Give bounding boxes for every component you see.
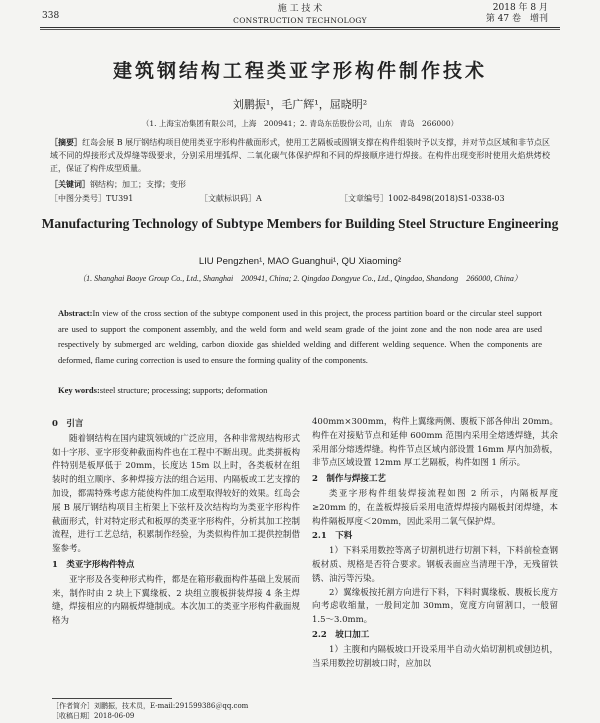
paragraph: 随着钢结构在国内建筑领域的广泛应用，各种非常规结构形式如十字形、亚字形变种截面构件也在工程中不断出现。此类拼板构件特别是板厚低于 20mm，长度达 15m 以上时，各类板材在组装时的组立顺序、多种焊接方法的组合运用、内隔板或工艺支撑的加设，都需特殊考虑方能使构件加工成型取得较好的效果。红岛会展 B 展厅钢结构项目主桁架上下弦杆及次结构均为类亚字形构件截面形式，针对特定形式和板厚的类亚字形构件，分析其加工控制流程，进行工艺总结，积累制作经验，为类似构件加工提供控制借鉴参考。 <box>52 433 300 555</box>
keywords-cn-label: ［关键词］ <box>50 179 90 189</box>
document-code: ［文献标识码］A <box>200 194 262 203</box>
affiliation-cn: （1. 上海宝冶集团有限公司，上海 200941；2. 青岛东岳股份公司，山东 青岛 266000） <box>141 119 459 128</box>
title-en: Manufacturing Technology of Subtype Members for Building Steel Structure Engineering <box>41 216 559 231</box>
journal-name-en: CONSTRUCTION TECHNOLOGY <box>233 16 367 25</box>
abstract-en-text: In view of the cross section of the subtype component used in this project, the process partition board or the circular steel support are used to support the component assembly, and the weld form and weld seam grade of the joint zone and the non node area are used respectively by submerged arc welding, carbon dioxide gas shielded welding and different welding sequence. When the components are deformed, flame curing correction is used to ensure the forming quality of the components. <box>58 308 542 365</box>
keywords-en-text: steel structure; processing; supports; deformation <box>99 385 268 395</box>
issue-volume: 第 47 卷 增刊 <box>485 14 548 24</box>
subsection-heading: 2.2 坡口加工 <box>312 629 370 640</box>
journal-header <box>200 4 400 26</box>
keywords-en-label: Key words: <box>58 385 100 395</box>
keywords-en <box>58 385 542 395</box>
keywords-cn-text: 钢结构；加工；支撑；变形 <box>90 180 186 189</box>
article-number: ［文章编号］1002-8498(2018)S1-0338-03 <box>340 194 505 203</box>
subsection-heading: 2.1 下料 <box>312 531 353 542</box>
section-heading: 1 类亚字形构件特点 <box>52 559 135 570</box>
issue-info <box>486 3 548 25</box>
authors-cn: 刘鹏振¹，毛广辉¹，屈晓明² <box>232 98 368 111</box>
section-heading: 2 制作与焊接工艺 <box>312 474 386 485</box>
affiliation-en: （1. Shanghai Baoye Group Co., Ltd., Shanghai 200941, China; 2. Qingdao Dongyue Co., Ltd., Qingdao, Shandong 266000, China） <box>78 274 522 283</box>
paragraph: 400mm×300mm，构件上翼缘两侧、腹板下部各伸出 20mm。构件在对接贴节点和延伸 600mm 范围内采用全熔透焊缝，其余采用部分熔透焊缝。构件节点区域内部设置 16mm 厚内加劲板，非节点区域设置 12mm 厚工艺隔板，构件如图 1 所示。 <box>312 417 558 469</box>
authors-en: LIU Pengzhen¹, MAO Guanghui¹, QU Xiaoming² <box>198 256 402 267</box>
clc-number: ［中图分类号］TU391 <box>50 194 134 203</box>
paragraph: 2）翼缘板按托割方向进行下料，下料时翼缘板、腹板长度方向考虑收缩量，一般间定加 30mm，宽度方向留割口，一般留 1.5～3.0mm。 <box>312 587 558 626</box>
body-column-left <box>52 416 300 629</box>
paragraph: 1）下料采用数控等离子切割机进行切割下料，下料前检查钢板材质、规格是否符合要求。钢板表面应当清理干净，无残留铁锈、油污等污染。 <box>312 546 558 584</box>
body-column-right <box>312 416 558 671</box>
journal-name-cn: 施 工 技 术 <box>277 4 323 14</box>
paragraph: 亚字形及各变种形式构件，都是在箱形截面构件基础上发展而来，制作时由 2 块上下翼缘板、2 块组立腹板拼装焊接 4 条主焊缝，焊接相应的内隔板焊缝制成。本次加工的类亚字形构件截面规格为 <box>52 574 300 627</box>
keywords-cn <box>50 179 550 190</box>
header-rule-thin <box>40 29 560 30</box>
header-rule <box>40 27 560 28</box>
received-date: ［收稿日期］2018-06-09 <box>52 712 135 720</box>
abstract-en-label: Abstract: <box>58 308 93 318</box>
paragraph: 1）主腹和内隔板坡口开设采用半自动火焰切割机或刨边机，当采用数控切割坡口时，应加以 <box>312 644 558 669</box>
footnote-rule <box>52 698 172 699</box>
section-heading: 0 引言 <box>52 419 84 429</box>
issue-date: 2018 年 8 月 <box>492 3 548 13</box>
title-cn: 建筑钢结构工程类亚字形构件制作技术 <box>112 60 487 82</box>
abstract-cn-text: 红岛会展 B 展厅钢结构项目使用类亚字形构件截面形式，使用工艺隔板或圆钢支撑在构件组装时予以支撑，并对节点区域和非节点区域不同的焊接形式及焊缝等级要求，分别采用埋弧焊、二氧化碳气体保护焊和不同的焊接顺序进行焊接。在构件出现变形时使用火焰烘烤校正，保证了构件成型质量。 <box>50 138 551 173</box>
paragraph: 类亚字形构件组装焊接流程如图 2 所示，内隔板厚度≥20mm 的，在盖板焊接后采用电渣焊焊接内隔板封闭焊缝，本构件隔板厚度＜20mm，因此采用二氧气保护焊。 <box>312 488 558 527</box>
author-note: ［作者简介］刘鹏振，技术员，E-mail:291599386＠qq.com <box>52 702 249 710</box>
abstract-cn <box>50 136 550 175</box>
abstract-cn-label: ［摘要］ <box>50 137 83 147</box>
page-number: 338 <box>42 11 60 21</box>
abstract-en <box>58 306 542 368</box>
